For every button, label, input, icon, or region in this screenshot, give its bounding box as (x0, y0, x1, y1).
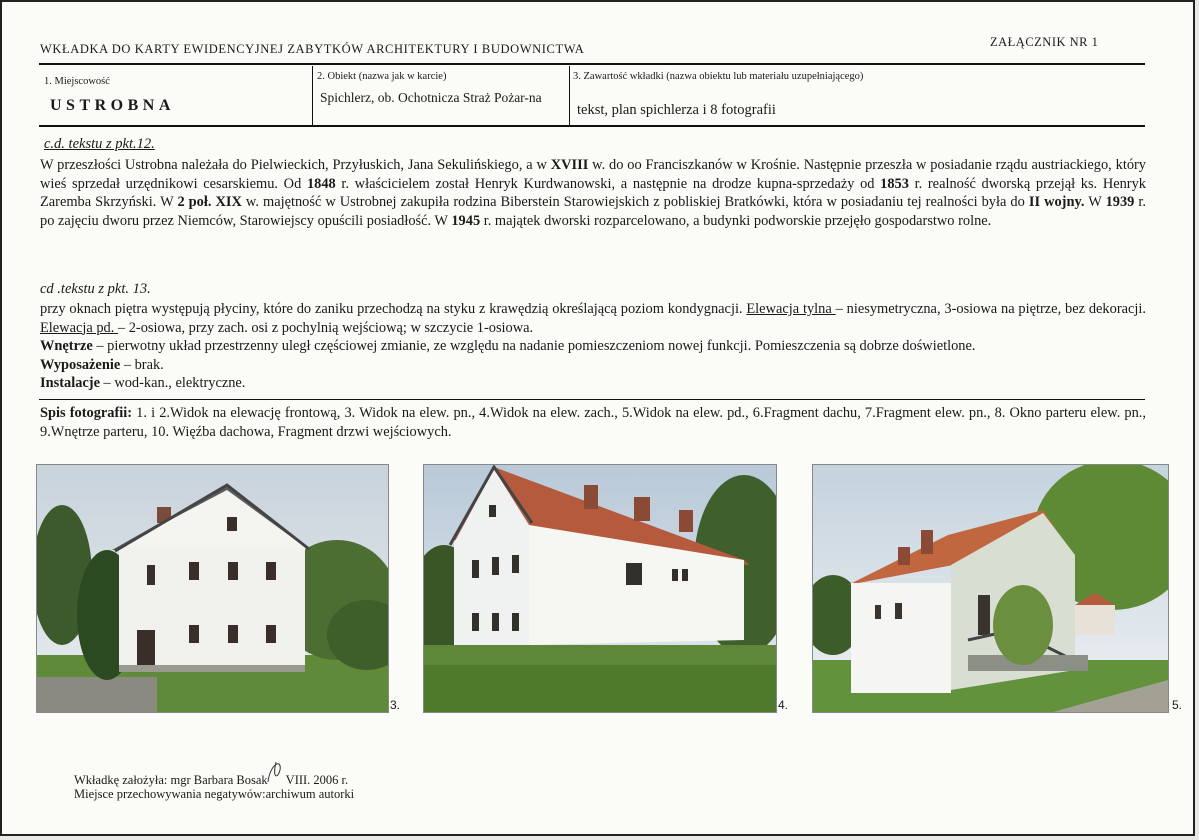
photo-3 (36, 464, 389, 713)
photo-3-number: 3. (390, 698, 401, 712)
photo-5-number: 5. (1172, 698, 1183, 712)
annex-number: ZAŁĄCZNIK NR 1 (990, 35, 1099, 49)
install-label: Instalacje (40, 375, 100, 391)
signature-mark (264, 756, 288, 786)
photo-5-image (813, 465, 1168, 712)
photo-list-rule (39, 399, 1145, 400)
author-label: Wkładkę założyła: mgr Barbara Bosak (74, 773, 268, 787)
history-paragraph: W przeszłości Ustrobna należała do Pielwieckich, Przyłuskich, Jana Sekulińskiego, a w XVIII w. do oo Franciszkanów w Krośnie. Następnie przeszła w posiadanie rządu austriackiego, który wieś sprzedał urzędnikowi cesarskiemu. Od 1848 r. właścicielem został Henryk Kurdwanowski, a następnie na drodze kupna-sprzedaży od 1853 r. realność dworską przejął ks. Henryk Zaremba Skrzyński. W 2 poł. XIX w. majętność w Ustrobnej zakupiła rodzina Biberstein Starowiejskich z pobliskiej Bratkówki, która w posiadaniu tej realności była do II wojny. W 1939 r. po zajęciu dworu przez Niemców, Starowiejscy opuścili posiadłość. W 1945 r. majątek dworski rozparcelowano, a budynki podworskie przejęło gospodarstwo rolne. (40, 157, 1146, 229)
locality-value: USTROBNA (50, 97, 175, 114)
author-date: VIII. 2006 r. (285, 773, 349, 787)
photo-3-image (37, 465, 388, 712)
signature (268, 770, 286, 784)
object-value: Spichlerz, ob. Ochotnicza Straż Pożar-na (320, 90, 542, 105)
object-label: 2. Obiekt (nazwa jak w karcie) (317, 71, 447, 82)
table-top-rule (39, 63, 1145, 65)
locality-label: 1. Miejscowość (44, 76, 110, 87)
equipment-label: Wyposażenie (40, 356, 121, 373)
photo-4-image (424, 465, 776, 712)
table-divider-2 (569, 66, 570, 126)
photo-list: Spis fotografii: 1. i 2.Widok na elewację frontową, 3. Widok na elew. pn., 4.Widok na elew. zach., 5.Widok na elew. pd., 6.Fragment dachu, 7.Fragment elew. pn., 8. Okno parteru elew. pn., 9.Wnętrze parteru, 10. Więźba dachowa, Fragment drzwi wejściowych. (40, 405, 1146, 440)
contents-value: tekst, plan spichlerza i 8 fotografii (577, 102, 776, 118)
archive-value: archiwum autorki (265, 787, 355, 801)
author-line (74, 770, 348, 788)
table-divider-1 (312, 66, 313, 126)
section-12-label: c.d. tekstu z pkt.12. (44, 136, 155, 152)
contents-label: 3. Zawartość wkładki (nazwa obiektu lub materiału uzupełniającego) (573, 71, 864, 82)
document-title: WKŁADKA DO KARTY EWIDENCYJNEJ ZABYTKÓW ARCHITEKTURY I BUDOWNICTWA (40, 42, 585, 56)
section-13-label: cd .tekstu z pkt. 13. (40, 281, 151, 297)
photo-4 (423, 464, 777, 713)
table-bottom-rule (39, 125, 1145, 127)
archive-label: Miejsce przechowywania negatywów: (74, 787, 266, 801)
photo-4-number: 4. (778, 698, 789, 712)
description-paragraph: przy oknach piętra występują płyciny, które do zaniku przechodzą na styku z krawędzią określającą poziom kondygnacji. Elewacja tylna – niesymetryczna, 3-osiowa na piętrze, bez dekoracji. Elewacja pd. – 2-osiowa, przy zach. osi z pochylnią wejściową; w szczycie 1-osiowa. Wnętrze – pierwotny układ przestrzenny uległ częściowej zmianie, ze względu na nadanie pomieszczeniom nowej funkcji. Pomieszczenia są dobrze doświetlone. Wyposażenie – brak. Instalacje – wod-kan., elektryczne. (40, 301, 1146, 391)
photo-5 (812, 464, 1169, 713)
interior-label: Wnętrze (40, 338, 93, 354)
archive-line (74, 787, 354, 802)
photo-list-label: Spis fotografii: (40, 405, 133, 421)
